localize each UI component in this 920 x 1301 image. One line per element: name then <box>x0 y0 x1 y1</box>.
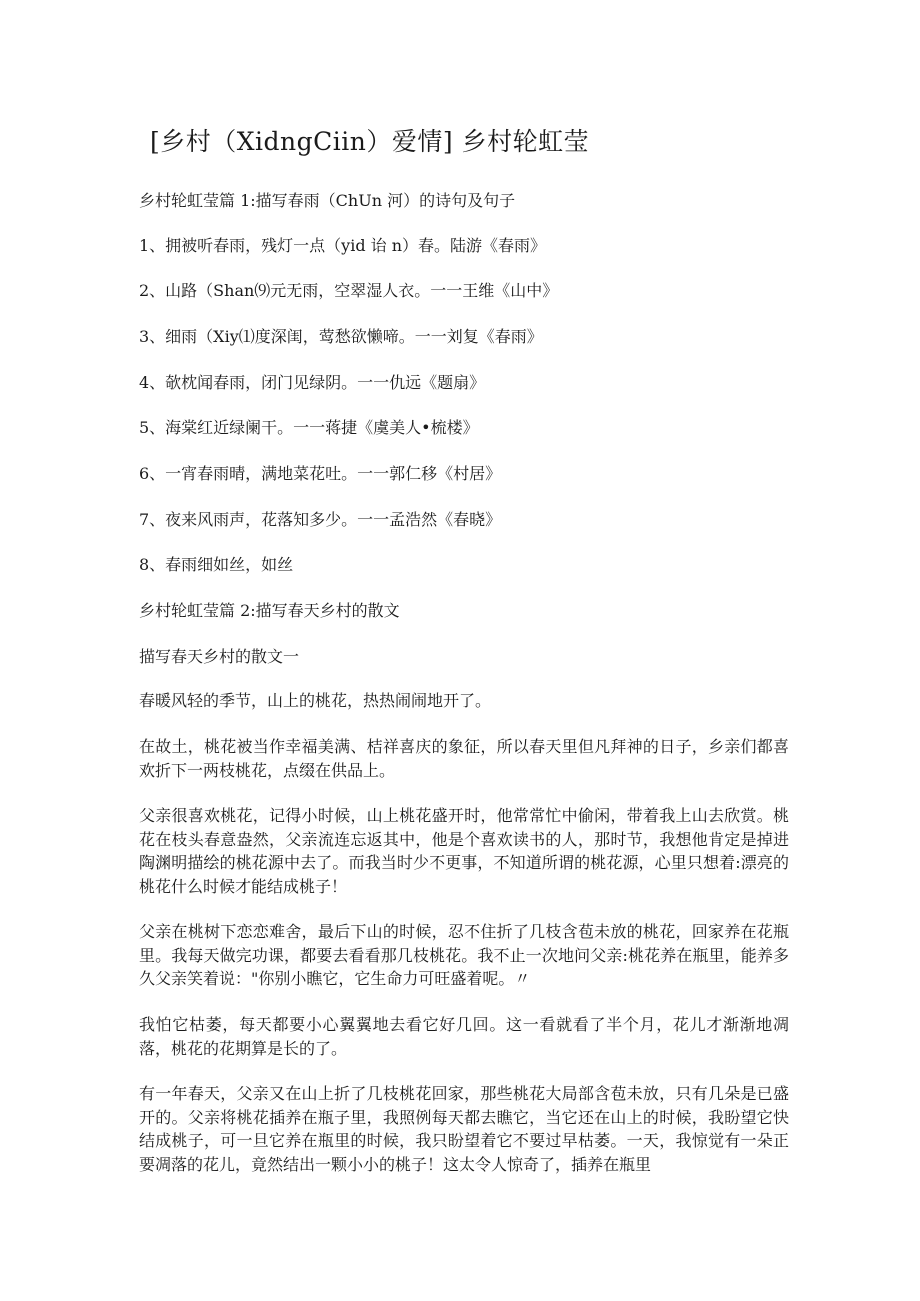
essay-paragraph: 父亲很喜欢桃花，记得小时候，山上桃花盛开时，他常常忙中偷闲，带着我上山去欣赏。桃花在枝头春意盎然，父亲流连忘返其中，他是个喜欢读书的人，那时节，我想他肯定是掉进陶渊明描绘的桃花源中去了。而我当时少不更事，不知道所谓的桃花源，心里只想着:漂亮的桃花什么时候才能结成桃子！ <box>139 806 789 896</box>
poem-line: 4、欹枕闻春雨，闭门见绿阴。一一仇远《题扇》 <box>139 373 486 392</box>
poem-line: 8、春雨细如丝，如丝 <box>139 555 294 574</box>
poem-line: 7、夜来风雨声，花落知多少。一一孟浩然《春晓》 <box>139 510 502 529</box>
document-title: [乡村（XidngCiin）爱情] 乡村轮虹莹 <box>150 127 590 156</box>
poem-line: 2、山路（Shan⑼元无雨，空翠湿人衣。一一王维《山中》 <box>139 281 559 300</box>
poem-line: 6、一宵春雨晴，满地菜花吐。一一郭仁移《村居》 <box>139 464 502 483</box>
essay-paragraph: 我怕它枯萎，每天都要小心翼翼地去看它好几回。这一看就看了半个月，花儿才渐渐地凋落，桃花的花期算是长的了。 <box>139 1015 789 1058</box>
essay-paragraph: 父亲在桃树下恋恋难舍，最后下山的时候，忍不住折了几枝含苞未放的桃花，回家养在花瓶里。我每天做完功课，都要去看看那几枝桃花。我不止一次地问父亲:桃花养在瓶里，能养多久父亲笑着说："你别小瞧它，它生命力可旺盛着呢。〃 <box>139 922 789 988</box>
essay-paragraph: 在故土，桃花被当作幸福美满、桔祥喜庆的象征，所以春天里但凡拜神的日子，乡亲们都喜欢折下一两枝桃花，点缀在供品上。 <box>139 737 789 780</box>
essay-paragraph: 春暖风轻的季节，山上的桃花，热热闹闹地开了。 <box>139 691 492 710</box>
section-heading: 乡村轮虹莹篇 1:描写春雨（ChUn 河）的诗句及句子 <box>139 191 516 210</box>
poem-line: 1、拥被听春雨，残灯一点（yid 诒 n）春。陆游《春雨》 <box>139 236 547 255</box>
poem-line: 5、海棠红近绿阑干。一一蒋捷《虞美人•梳楼》 <box>139 418 479 437</box>
essay-heading: 描写春天乡村的散文一 <box>139 647 300 666</box>
poem-line: 3、细雨（Xiy⑴度深闺，莺愁欲懒啼。一一刘复《春雨》 <box>139 327 543 346</box>
section-heading: 乡村轮虹莹篇 2:描写春天乡村的散文 <box>139 601 400 620</box>
essay-paragraph: 有一年春天，父亲又在山上折了几枝桃花回家，那些桃花大局部含苞未放，只有几朵是已盛开的。父亲将桃花插养在瓶子里，我照例每天都去瞧它，当它还在山上的时候，我盼望它快结成桃子，可一旦它养在瓶里的时候，我只盼望着它不要过早枯萎。一天，我惊觉有一朵正要凋落的花儿，竟然结出一颗小小的桃子！这太令人惊奇了，插养在瓶里 <box>139 1084 789 1174</box>
